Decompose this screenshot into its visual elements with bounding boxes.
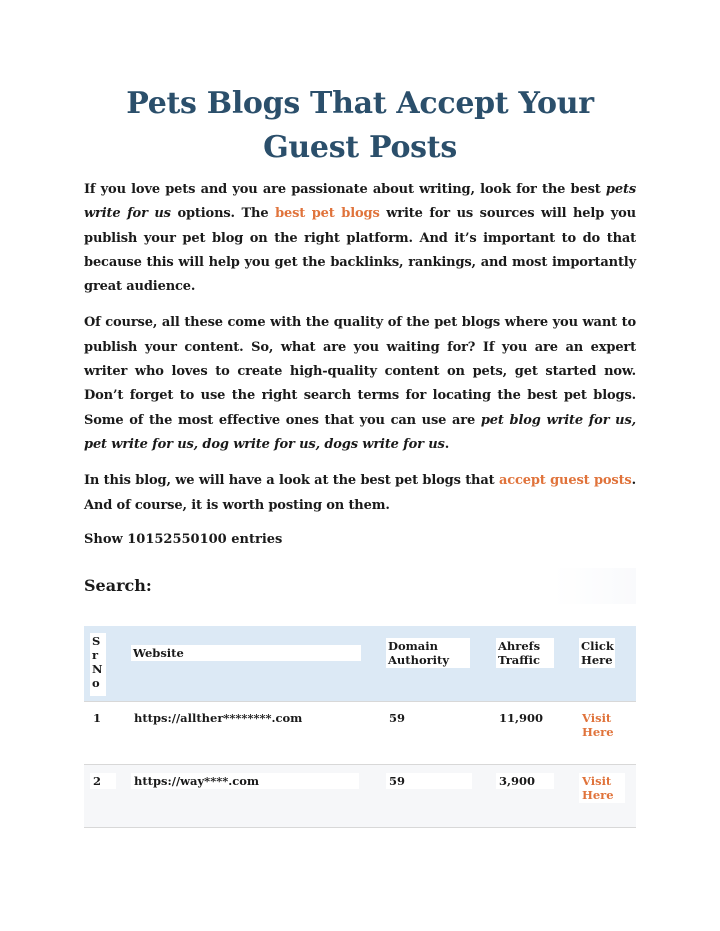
- p3-text-a: In this blog, we will have a look at the best pet blogs that: [84, 473, 499, 489]
- p1-text-a: If you love pets and you are passionate about writing, look for the best: [84, 182, 606, 197]
- accept-guest-posts-link[interactable]: accept guest posts: [498, 473, 632, 489]
- cell-visit-link[interactable]: Visit Here: [579, 702, 636, 765]
- intro-paragraph-2: [84, 311, 636, 457]
- search-bar[interactable]: [84, 568, 636, 604]
- table-header-row: [84, 626, 636, 702]
- header-srno[interactable]: Sr N o: [84, 626, 131, 702]
- cell-domain-authority: 59: [386, 765, 496, 828]
- table-row: [84, 702, 636, 765]
- p3-text-b: . And of course, it is worth posting on them.: [84, 473, 636, 513]
- intro-paragraph-1: [84, 178, 636, 299]
- p2-text-a: Of course, all these come with the quality of the pet blogs where you want to publish your content. So, what are you waiting for? If you are an expert writer who loves to create high-quality content on pets, get started now. Don’t forget to use the right search terms for locating the best pet blogs. Some of the most effective ones that you can use are: [84, 315, 636, 428]
- pet-blogs-table: [84, 626, 636, 829]
- cell-visit-link[interactable]: Visit Here: [579, 765, 636, 828]
- header-domain-authority[interactable]: Domain Authority: [386, 626, 496, 702]
- header-website[interactable]: Website: [131, 626, 386, 702]
- p1-text-c: write for us sources will help you publish your pet blog on the right platform. And it’s important to do that because this will help you get the backlinks, rankings, and most importantly great audience.: [84, 206, 636, 295]
- document-page: [84, 82, 636, 828]
- cell-website: https://way****.com: [131, 765, 386, 828]
- intro-paragraph-3: [84, 469, 636, 518]
- best-pet-blogs-link[interactable]: best pet blogs: [275, 206, 380, 222]
- entries-selector[interactable]: Show 10152550100 entries: [84, 531, 283, 547]
- cell-domain-authority: 59: [386, 702, 496, 765]
- table-row: [84, 765, 636, 828]
- page-title: Pets Blogs That Accept Your Guest Posts: [126, 86, 594, 165]
- search-label: Search:: [84, 575, 152, 595]
- p2-emphasis: pet blog write for us, pet write for us, dog write for us, dogs write for us: [84, 412, 636, 452]
- p2-text-b: .: [444, 436, 450, 452]
- cell-traffic: 11,900: [496, 702, 579, 765]
- header-ahrefs-traffic[interactable]: Ahrefs Traffic: [496, 626, 579, 702]
- cell-srno: 2: [84, 765, 131, 828]
- p1-emphasis: pets write for us: [84, 182, 636, 222]
- cell-traffic: 3,900: [496, 765, 579, 828]
- p1-text-b: options. The: [170, 206, 276, 222]
- cell-website: https://allther********.com: [131, 702, 386, 765]
- header-click-here[interactable]: Click Here: [581, 638, 614, 667]
- cell-srno: 1: [84, 702, 131, 765]
